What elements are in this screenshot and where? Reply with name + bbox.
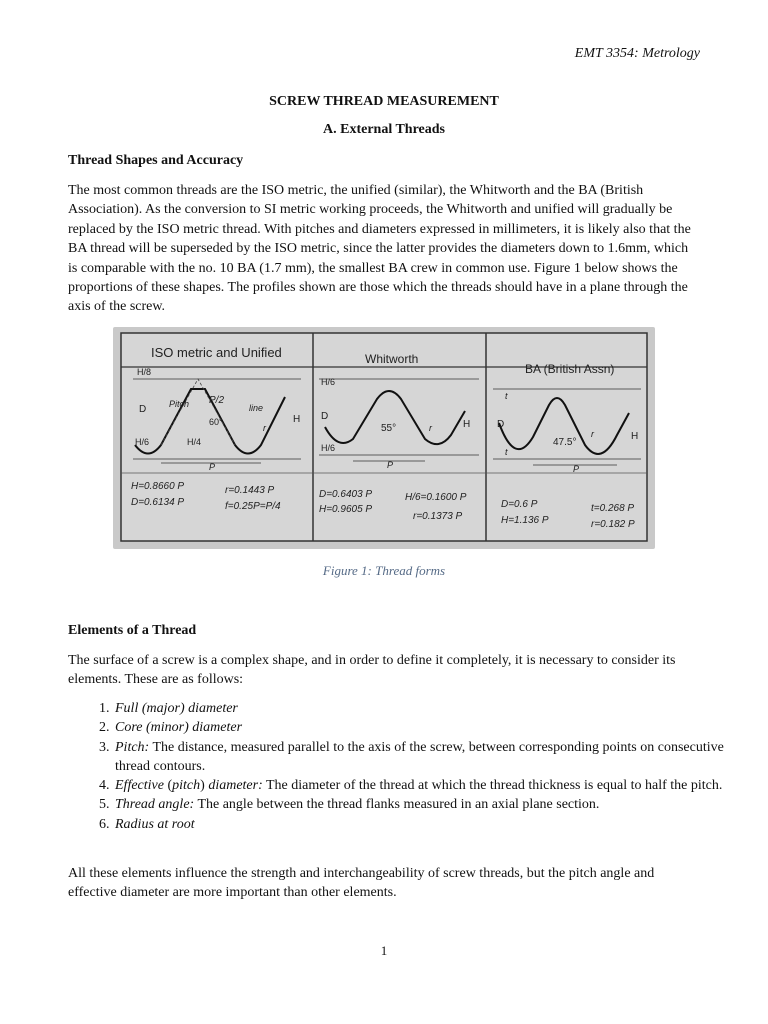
whitworth-label-p: P (387, 460, 394, 470)
closing-paragraph: All these elements influence the strength and interchangeability of screw threads, but the pitch angle and effective diameter are more important than other elements. (68, 866, 655, 901)
document-title: SCREW THREAD MEASUREMENT (269, 94, 499, 109)
whitworth-formula: H/6=0.1600 P (405, 492, 467, 503)
whitworth-formula: r=0.1373 P (413, 511, 463, 522)
ba-label-t1: t (505, 391, 508, 401)
iso-formula: f=0.25P=P/4 (225, 501, 281, 512)
ba-label-angle: 47.5° (553, 437, 577, 448)
iso-label-h4: H/4 (187, 437, 202, 447)
iso-panel-title: ISO metric and Unified (151, 345, 282, 360)
item-term: pitch (172, 778, 201, 794)
iso-formula: r=0.1443 P (225, 485, 275, 496)
iso-formula: H=0.8660 P (131, 481, 185, 492)
item-term: Effective (115, 778, 164, 794)
iso-label-r: r (263, 423, 266, 433)
iso-label-p: P (209, 462, 216, 472)
figure-caption: Figure 1: Thread forms (322, 563, 446, 578)
page-number: 1 (380, 943, 388, 958)
thread-shapes-paragraph: The most common threads are the ISO metric, the unified (similar), the Whitworth and the BA (British Association). As the conversion to SI metric working proceeds, the Whitworth and unified will gradually be replaced by the ISO metric thread. With pitches and diameters expressed in millimeters, it is likely also that the BA thread will be superseded by the ISO metric, since the latter provides the diameters down to 1.6mm, which is comparable with the no. 10 BA (1.7 mm), the smallest BA crew in common use. Figure 1 below shows the proportions of these shapes. The profiles shown are those which the threads should have in a plane through the axis of the screw. (68, 183, 691, 315)
iso-label-p2: P/2 (209, 395, 225, 406)
iso-formula: D=0.6134 P (131, 497, 185, 508)
whitworth-formula: D=0.6403 P (319, 489, 373, 500)
elements-list (68, 699, 753, 834)
whitworth-label-h6top: H/6 (321, 377, 336, 387)
ba-label-d: D (497, 419, 505, 430)
thread-forms-figure (113, 327, 655, 549)
iso-label-h: H (293, 414, 301, 425)
item-term: diameter: (208, 778, 263, 794)
whitworth-label-h6bottom: H/6 (321, 443, 336, 453)
whitworth-label-d: D (321, 411, 329, 422)
thread-shapes-heading: Thread Shapes and Accuracy (68, 153, 244, 168)
item-term: Radius at root (115, 816, 195, 832)
section-subtitle: A. External Threads (323, 122, 445, 137)
item-term: Full (major) diameter (115, 701, 238, 716)
item-term: Core (minor) diameter (115, 720, 243, 736)
ba-formula: D=0.6 P (501, 499, 538, 510)
ba-panel-title: BA (British Assn) (525, 362, 615, 376)
list-item (113, 815, 753, 834)
ba-label-r: r (591, 429, 594, 439)
ba-formula: t=0.268 P (591, 503, 635, 514)
ba-label-t2: t (505, 447, 508, 457)
ba-formula: r=0.182 P (591, 519, 635, 530)
ba-label-h: H (631, 431, 639, 442)
elements-intro: The surface of a screw is a complex shape, and in order to define it completely, it is necessary to consider its elements. These are as follows: (68, 653, 676, 688)
whitworth-label-r: r (429, 423, 432, 433)
list-item (113, 795, 753, 814)
list-item (113, 776, 753, 795)
list-item (113, 738, 753, 777)
ba-formula: H=1.136 P (501, 515, 549, 526)
thread-forms-diagram (113, 327, 655, 549)
item-term: Pitch: (115, 739, 150, 755)
whitworth-label-h: H (463, 419, 471, 430)
item-description: The distance, measured parallel to the axis of the screw, between corresponding points on consecutive thread contours. (115, 739, 724, 774)
item-term-paren: ( (163, 778, 173, 794)
item-description: The diameter of the thread at which the thread thickness is equal to half the pitch. (262, 778, 723, 794)
iso-label-h6: H/6 (135, 437, 150, 447)
elements-heading: Elements of a Thread (68, 623, 197, 638)
iso-label-pitch: Pitch (169, 399, 190, 409)
item-term: Thread angle: (115, 797, 195, 813)
whitworth-panel-title: Whitworth (365, 352, 419, 366)
item-description: The angle between the thread flanks measured in an axial plane section. (194, 797, 600, 813)
whitworth-formula: H=0.9605 P (319, 504, 373, 515)
course-header: EMT 3354: Metrology (574, 46, 700, 61)
item-term-paren: ) (200, 778, 209, 794)
list-item (113, 718, 753, 737)
iso-label-h8: H/8 (137, 367, 152, 377)
iso-label-line: line (249, 403, 264, 413)
list-item (113, 699, 753, 718)
whitworth-label-angle: 55° (381, 423, 397, 434)
ba-label-p: P (573, 464, 580, 474)
iso-label-angle: 60° (209, 417, 223, 427)
iso-label-d: D (139, 404, 147, 415)
